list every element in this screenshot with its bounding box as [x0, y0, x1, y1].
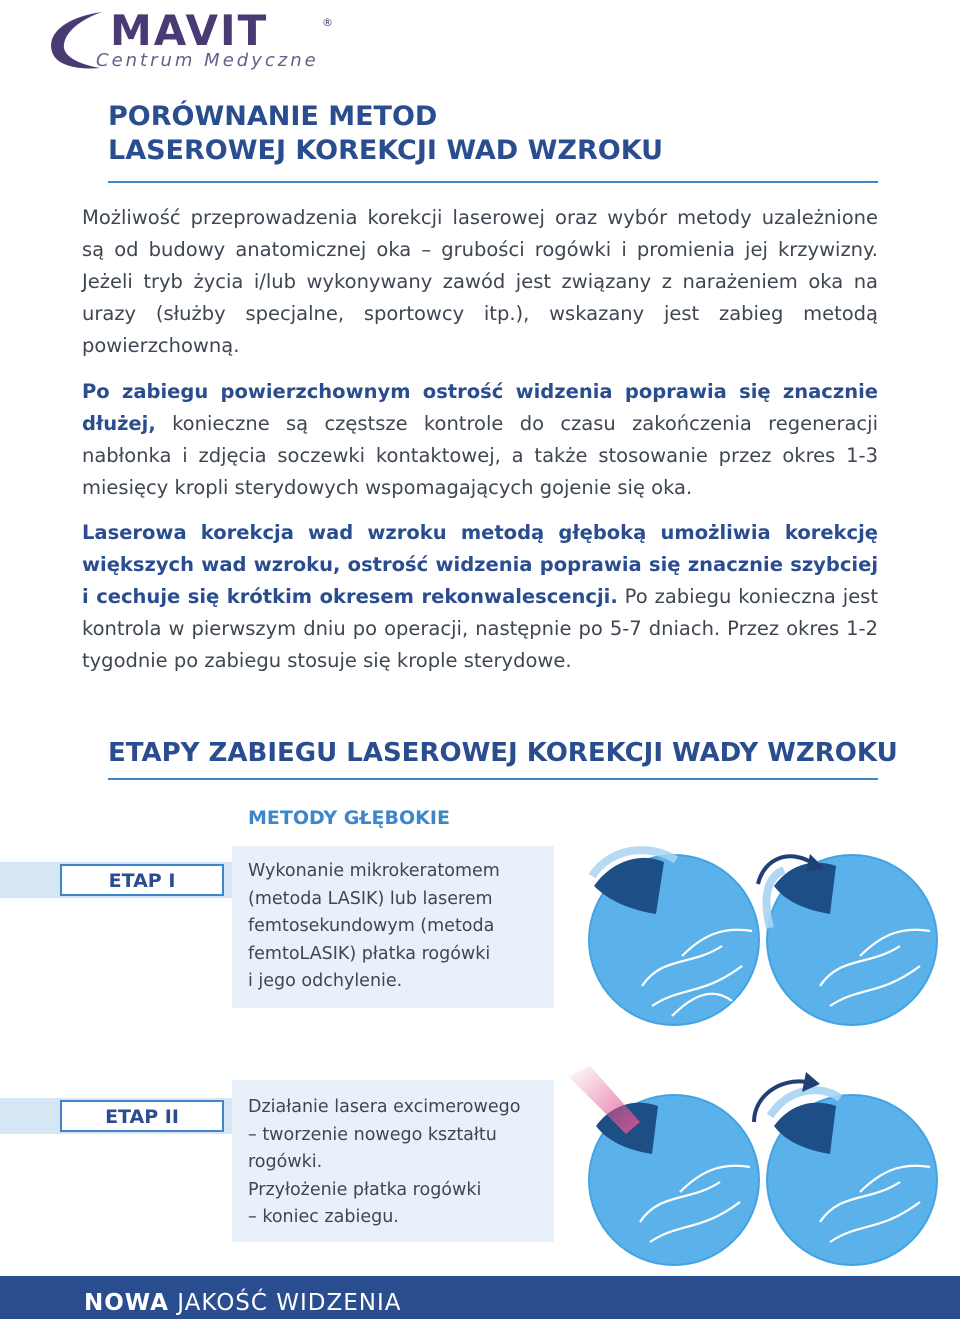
intro-text: Możliwość przeprowadzenia korekcji laserowej oraz wybór metody uzależnione są od budowy anatomicznej oka – grubości rogówki i promienia jej krzywizny. Jeżeli tryb życia i/lub wykonywany zawód jest związany z narażeniem oka na urazy (służby specjalne, sportowcy itp.), wskazany jest zabieg metodą powierzchowną.: [82, 206, 878, 357]
eye-laser-icon: [560, 1062, 762, 1270]
section1-title-line2: LASEROWEJ KOREKCJI WAD WZROKU: [108, 135, 664, 166]
paragraph-surface-method: [82, 376, 878, 504]
p2-highlight: Po zabiegu powierzchownym ostrość widzenia poprawia się znacznie dłużej,: [82, 380, 878, 435]
section1-title-line1: PORÓWNANIE METOD: [108, 101, 438, 132]
eye-illustration-1: [582, 836, 762, 1036]
logo: [40, 4, 340, 74]
section1-title: [108, 100, 888, 168]
intro-paragraph: [82, 202, 878, 362]
eye-illustration-4: [740, 1062, 940, 1270]
eye-flap-replaced-icon: [740, 1062, 940, 1270]
footer-slogan-rest: JAKOŚĆ WIDZENIA: [168, 1290, 402, 1316]
logo-brand: MAVIT: [110, 6, 269, 55]
section1-rule: [108, 181, 878, 183]
p2-rest: konieczne są częstsze kontrole do czasu zakończenia regeneracji nabłonka i zdjęcia soczewki kontaktowej, a także stosowanie przez okres 1-3 miesięcy kropli sterydowych wspomagających gojenie się oka.: [82, 412, 878, 499]
logo-registered: ®: [322, 16, 333, 29]
section2-title: ETAPY ZABIEGU LASEROWEJ KOREKCJI WADY WZROKU: [108, 738, 898, 768]
footer-slogan-bold: NOWA: [84, 1290, 169, 1316]
section2-rule: [108, 778, 878, 780]
p3-highlight: Laserowa korekcja wad wzroku metodą głęboką umożliwia korekcję większych wad wzroku, ostrość widzenia poprawia się znacznie szybciej i cechuje się krótkim okresem rekonwalescencji.: [82, 521, 878, 608]
eye-icon: [582, 836, 762, 1036]
footer-slogan: [84, 1288, 402, 1318]
logo-subtitle: Centrum Medyczne: [96, 50, 319, 71]
eye-illustration-2: [740, 836, 940, 1036]
stage1-label: ETAP I: [60, 864, 224, 896]
stage2-description: Działanie lasera excimerowego – tworzenie nowego kształtu rogówki. Przyłożenie płatka rogówki – koniec zabiegu.: [248, 1097, 521, 1227]
stage1-description: Wykonanie mikrokeratomem (metoda LASIK) lub laserem femtosekundowym (metoda femtoLASIK) płatka rogówki i jego odchylenie.: [248, 861, 500, 991]
method-title: METODY GŁĘBOKIE: [248, 807, 450, 829]
eye-illustration-3: [560, 1062, 762, 1270]
eye-flap-lifted-icon: [740, 836, 940, 1036]
p3-rest: Po zabiegu konieczna jest kontrola w pierwszym dniu po operacji, następnie po 5-7 dniach. Przez okres 1-2 tygodnie po zabiegu stosuje się krople sterydowe.: [82, 585, 878, 672]
stage2-label: ETAP II: [60, 1100, 224, 1132]
paragraph-deep-method: [82, 517, 878, 677]
